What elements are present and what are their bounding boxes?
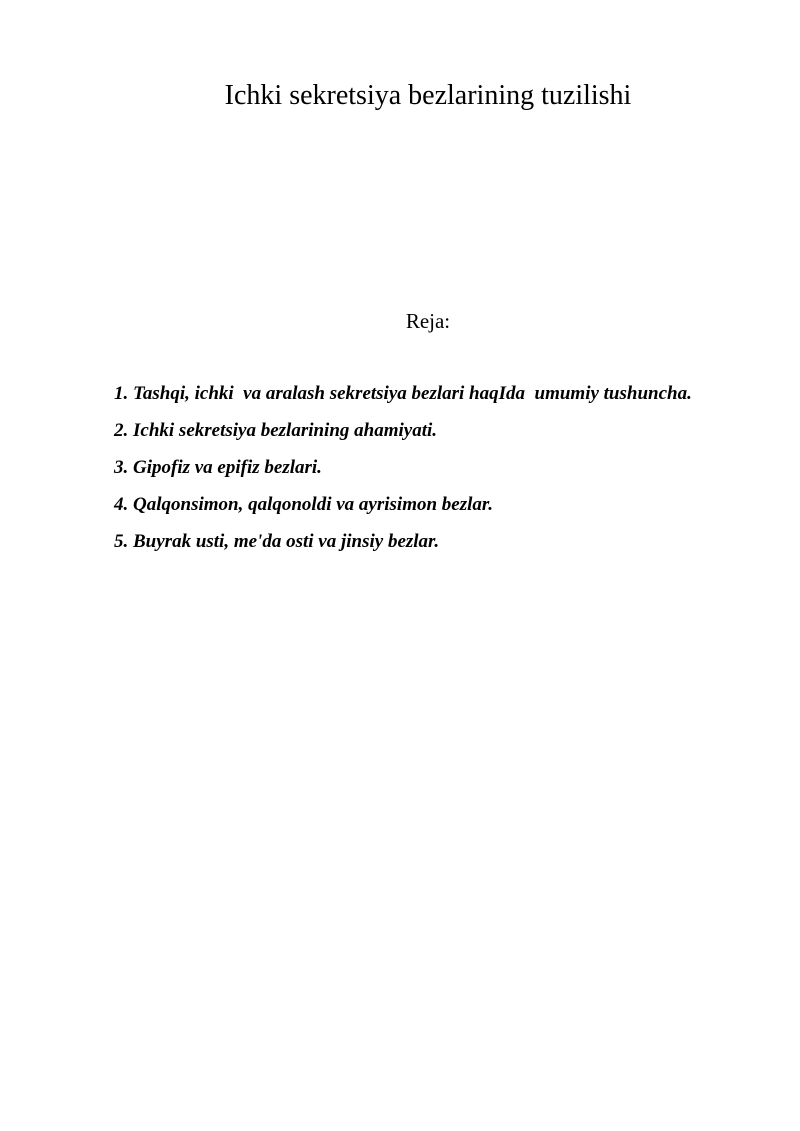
plan-item-2: 2. Ichki sekretsiya bezlarining ahamiyati. <box>114 420 438 441</box>
plan-item-4: 4. Qalqonsimon, qalqonoldi va ayrisimon bezlar. <box>114 494 493 515</box>
plan-item-5: 5. Buyrak usti, me'da osti va jinsiy bezlar. <box>114 531 440 552</box>
plan-heading: Reja: <box>405 309 451 333</box>
plan-item-1: 1. Tashqi, ichki va aralash sekretsiya bezlari haqIda umumiy tushuncha. <box>114 383 692 404</box>
plan-item-3: 3. Gipofiz va epifiz bezlari. <box>114 457 322 478</box>
plan-list <box>114 375 694 560</box>
page-title: Ichki sekretsiya bezlarining tuzilishi <box>224 80 632 111</box>
